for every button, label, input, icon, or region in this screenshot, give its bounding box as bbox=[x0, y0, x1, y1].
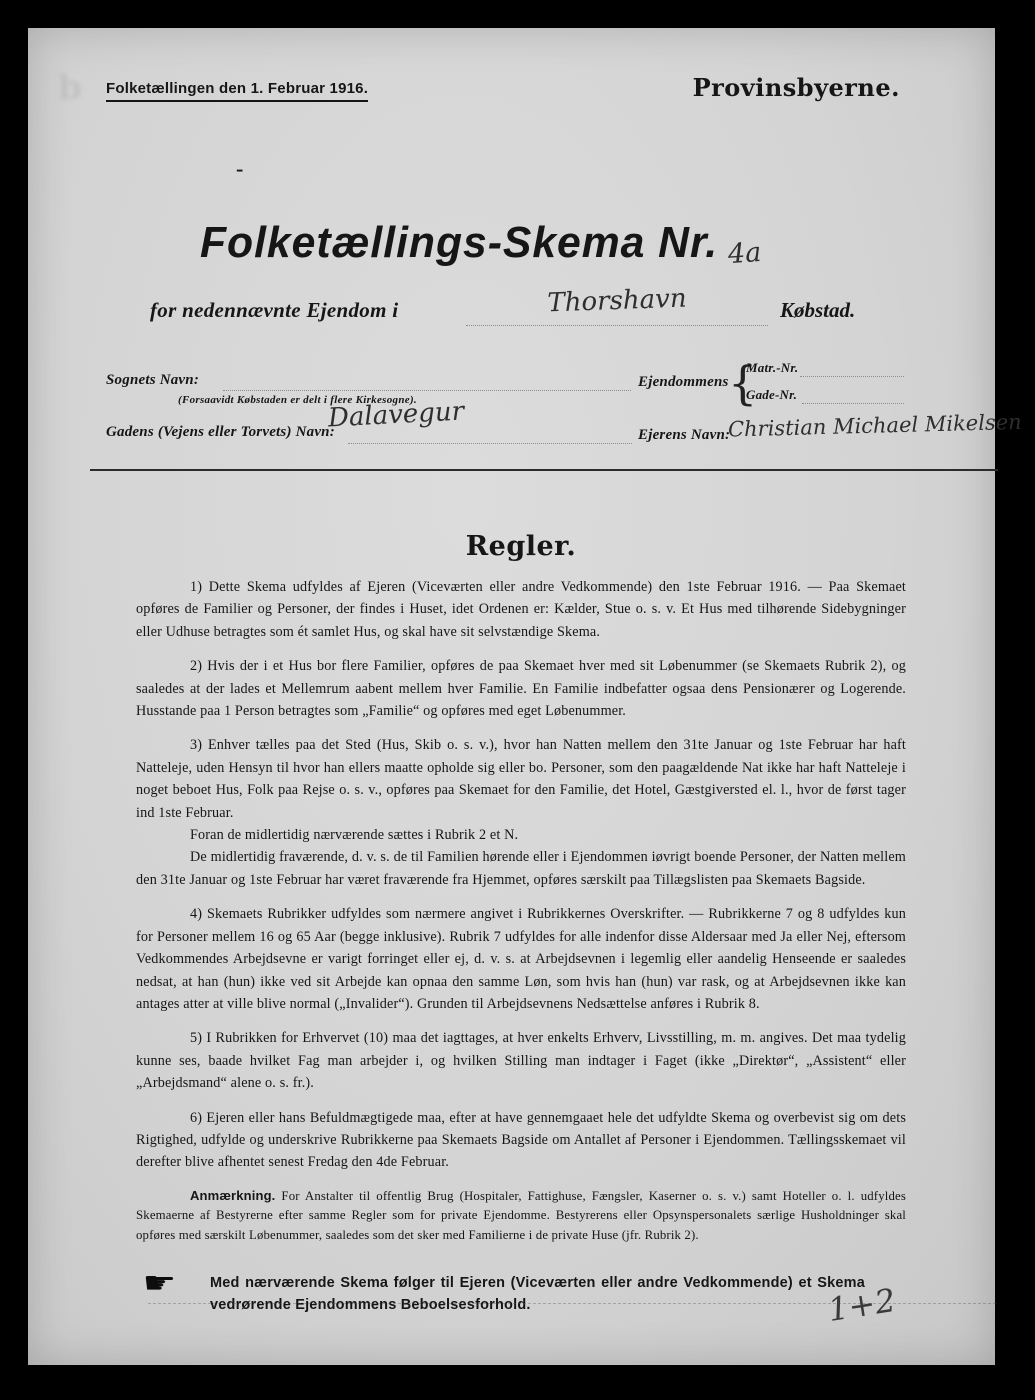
property-label: Ejendommens bbox=[638, 374, 729, 390]
street-number-blank-line bbox=[802, 402, 904, 404]
subtitle-suffix: Købstad. bbox=[780, 298, 856, 322]
footer-note: Med nærværende Skema følger til Ejeren (Viceværten eller andre Vedkommende) et Skema vedrørende Ejendommens Beboelsesforhold. bbox=[210, 1275, 865, 1313]
rule-paragraph-2: 2) Hvis der i et Hus bor flere Familier, opføres de paa Skemaet hver med sit Løbenummer (se Skemaets Rubrik 2), og saaledes at der lades et Mellemrum aabent mellem hver Familie. En Familie indbefatter ogsaa dens Pensionærer og Logerende. Husstande paa 1 Person betragtes som „Familie“ og opføres med eget Løbenummer. bbox=[136, 658, 906, 720]
handwritten-total: 1+2 bbox=[825, 1280, 899, 1330]
parish-note: (Forsaavidt Købstaden er delt i flere Kirkesogne). bbox=[178, 394, 417, 406]
subtitle-prefix: for nedennævnte Ejendom i bbox=[150, 298, 399, 322]
rules-section bbox=[136, 531, 906, 1257]
rule-paragraph-3c: De midlertidig fraværende, d. v. s. de til Familien hørende eller i Ejendommen iøvrigt boende Personer, der Natten mellem den 31te Januar og 1ste Februar har været fraværende fra Hjemmet, opføres særskilt paa Tillægslisten paa Skemaets Bagside. bbox=[136, 849, 906, 888]
census-date-heading: Folketællingen den 1. Februar 1916. bbox=[106, 80, 368, 102]
paper-sheet bbox=[28, 28, 1022, 1365]
rule-paragraph-3a: 3) Enhver tælles paa det Sted (Hus, Skib o. s. v.), hvor han Natten mellem den 31te Januar og 1ste Februar har haft Natteleje, uden Hensyn til hvor han ellers maatte opholde sig eller bo. Personer, som den paagældende Nat ikke har haft Natteleje i noget beboet Hus, Folk paa Rejse o. s. v., opføres paa Skemaet for den Familie, det Hotel, Gæstgiversted el. l., hvor de først tager ind 1ste Februar. bbox=[136, 737, 906, 821]
remark-label: Anmærkning. bbox=[190, 1187, 276, 1203]
rule-paragraph-3b: Foran de midlertidig nærværende sættes i Rubrik 2 et N. bbox=[190, 827, 519, 844]
remark-paragraph bbox=[136, 1186, 906, 1246]
street-number-label: Gade-Nr. bbox=[746, 387, 798, 402]
matrikel-number-blank-line bbox=[800, 375, 904, 377]
rule-paragraph-3 bbox=[136, 734, 906, 891]
street-name-blank-line bbox=[348, 442, 632, 444]
rule-paragraph-6: 6) Ejeren eller hans Befuldmægtigede maa, efter at have gennemgaaet hele det udfyldte Skema og overbevist sig om dets Rigtighed, udfylde og underskrive Rubrikkerne paa Skemaets Bagside om Antallet af Personer i Ejendommen. Tællingsskemaet vil derefter blive afhentet senest Fredag den 4de Februar. bbox=[136, 1109, 906, 1171]
rule-paragraph-4: 4) Skemaets Rubrikker udfyldes som nærmere angivet i Rubrikkernes Overskrifter. — Rubrikkerne 7 og 8 udfyldes kun for Personer mellem 16 og 65 Aar (begge inklusive). Rubrik 7 udfyldes for alle indenfor disse Aldersaar med Ja eller Nej, eftersom Vedkommendes Arbejdsevne er varigt forringet eller ej, d. v. s. at Arbejdsevnen i legemlig eller aandelig Henseende er saaledes nedsat, at han (hun) ikke ved sit Arbejde kan opnaa den samme Løn, som hvis han (hun) var rask, og at Arbejdsevnen ikke kan antages atter at ville blive normal („Invalider“). Grunden til Arbejdsevnens Nedsættelse anføres i Rubrik 8. bbox=[136, 906, 906, 1012]
matrikel-number-label: Matr.-Nr. bbox=[746, 360, 799, 375]
place-blank-line bbox=[466, 325, 768, 326]
provinsbyerne-heading: Provinsbyerne. bbox=[692, 73, 900, 102]
rule-paragraph-5: 5) I Rubrikken for Erhvervet (10) maa det iagttages, at hver enkelts Erhverv, Livsstilling, m. m. angives. Det maa tydelig kunne ses, baade hvilket Fag man arbejder i, og hvilken Stilling man indtager i Faget (ikke „Direktør“, „Assistent“ eller „Arbejdsmand“ alene o. s. fr.). bbox=[136, 1030, 906, 1092]
parish-name-blank-line bbox=[223, 389, 631, 391]
form-number-handwritten: 4a bbox=[726, 236, 763, 271]
form-title: Folketællings-Skema Nr. bbox=[200, 218, 719, 267]
owner-name-label: Ejerens Navn: bbox=[638, 427, 731, 443]
property-brace: { bbox=[728, 356, 758, 410]
ink-bleed-smudge: b bbox=[57, 67, 83, 109]
horizontal-divider bbox=[90, 469, 998, 471]
street-name-handwritten: Dalavegur bbox=[327, 396, 465, 434]
owner-name-handwritten: Christian Michael Mikelsen bbox=[727, 409, 1022, 442]
rule-paragraph-1: 1) Dette Skema udfyldes af Ejeren (Viceværten eller andre Vedkommende) den 1ste Februar 1916. — Paa Skemaet opføres de Familier og Personer, der findes i Huset, idet Ordenen er: Kælder, Stue o. s. v. Et Hus med tilhørende Sidebygninger eller Udhuse betragtes som ét samlet Hus, og skal have sit selvstændige Skema. bbox=[136, 579, 906, 640]
stray-dash-mark: - bbox=[236, 156, 244, 181]
place-handwritten: Thorshavn bbox=[546, 283, 688, 319]
parish-name-label: Sognets Navn: bbox=[106, 372, 200, 388]
remark-text: For Anstalter til offentlig Brug (Hospitaler, Fattighuse, Fængsler, Kaserner o. s. v.) samt Hoteller o. l. udfyldes Skemaerne af Bestyrerne efter samme Regler som for private Ejendomme. Bestyrerens eller Opsynspersonalets særlige Husholdninger skal opføres med særskilt Løbenummer, saaledes som det sker med Familierne i de private Huse (jfr. Rubrik 2). bbox=[136, 1188, 906, 1242]
street-name-label: Gadens (Vejens eller Torvets) Navn: bbox=[106, 424, 335, 440]
rules-heading: Regler. bbox=[465, 531, 577, 562]
pointing-hand-icon: ☛ bbox=[142, 1266, 177, 1301]
